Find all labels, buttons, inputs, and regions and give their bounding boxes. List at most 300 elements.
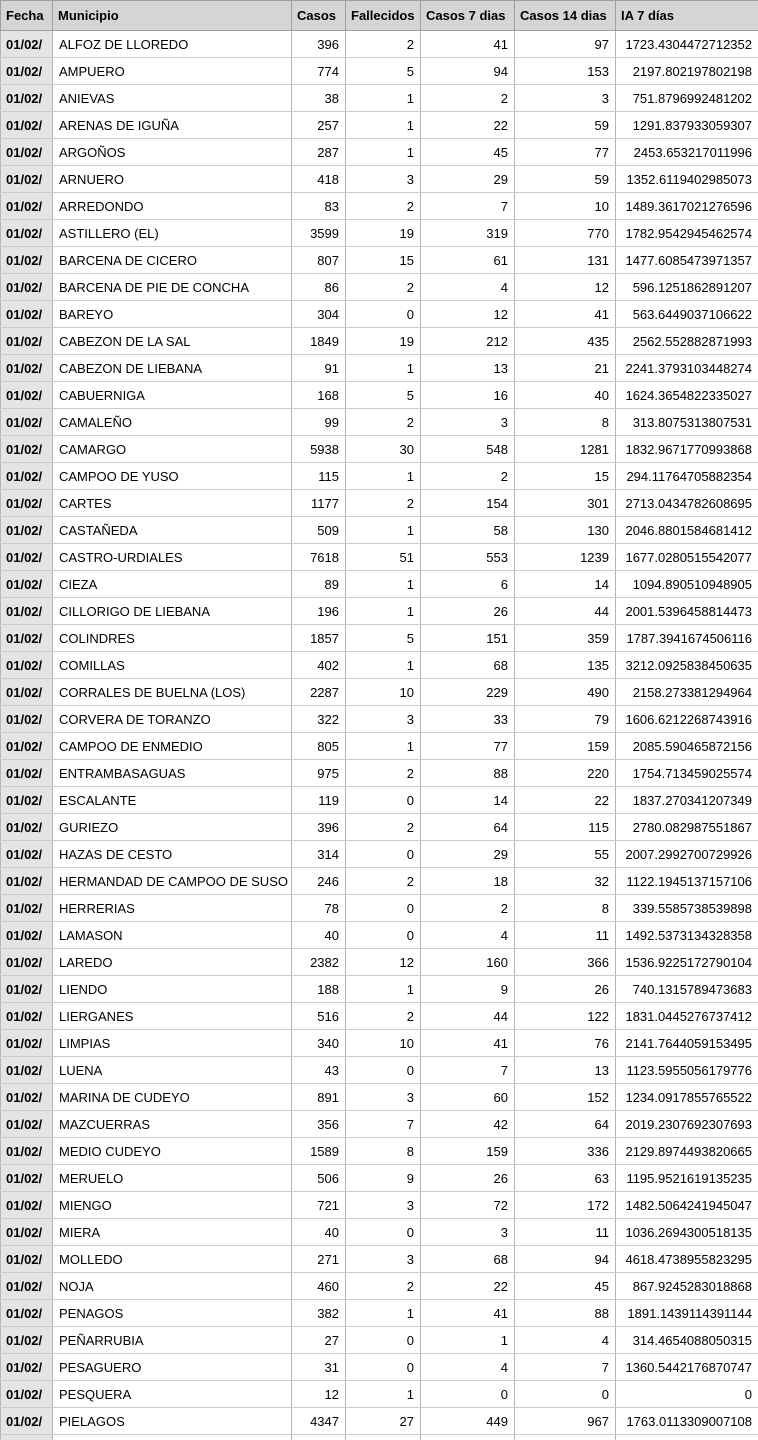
cell-casos14: 44 <box>515 598 616 625</box>
cell-municipio: LAMASON <box>53 922 292 949</box>
cell-municipio: MEDIO CUDEYO <box>53 1138 292 1165</box>
cell-ia7: 2713.0434782608695 <box>616 490 758 517</box>
table-row <box>1 1030 758 1057</box>
cell-ia7: 2007.2992700729926 <box>616 841 758 868</box>
cell-fallecidos: 1 <box>346 517 421 544</box>
cell-fallecidos: 1 <box>346 355 421 382</box>
cell-ia7: 2141.7644059153495 <box>616 1030 758 1057</box>
cell-fecha: 01/02/ <box>1 1408 53 1435</box>
cell-municipio: CASTRO-URDIALES <box>53 544 292 571</box>
cell-casos7: 2 <box>421 85 515 112</box>
column-header-fecha: Fecha <box>1 1 53 31</box>
cell-fallecidos: 0 <box>346 1219 421 1246</box>
cell-casos14: 1239 <box>515 544 616 571</box>
cell-casos7: 4 <box>421 1354 515 1381</box>
table-row <box>1 58 758 85</box>
cell-municipio: MARINA DE CUDEYO <box>53 1084 292 1111</box>
cell-casos: 509 <box>292 517 346 544</box>
cell-casos14: 131 <box>515 247 616 274</box>
cell-fecha: 01/02/ <box>1 31 53 58</box>
cell-casos14: 0 <box>515 1381 616 1408</box>
cell-fecha: 01/02/ <box>1 733 53 760</box>
table-row <box>1 625 758 652</box>
cell-municipio: ENTRAMBASAGUAS <box>53 760 292 787</box>
cell-fecha: 01/02/ <box>1 220 53 247</box>
cell-fecha: 01/02/ <box>1 274 53 301</box>
cell-fallecidos: 15 <box>346 247 421 274</box>
table-row <box>1 1192 758 1219</box>
cell-casos14: 152 <box>515 1084 616 1111</box>
cell-casos: 322 <box>292 706 346 733</box>
cell-casos: 246 <box>292 868 346 895</box>
table-row <box>1 1165 758 1192</box>
cell-casos7: 14 <box>421 787 515 814</box>
table-row <box>1 598 758 625</box>
table-row <box>1 544 758 571</box>
cell-municipio <box>53 1435 292 1440</box>
cell-casos14: 172 <box>515 1192 616 1219</box>
cell-casos7: 29 <box>421 841 515 868</box>
cell-casos: 418 <box>292 166 346 193</box>
cell-fecha <box>1 1435 53 1440</box>
cell-casos: 396 <box>292 31 346 58</box>
cell-ia7: 1891.1439114391144 <box>616 1300 758 1327</box>
cell-municipio: PESAGUERO <box>53 1354 292 1381</box>
cell-ia7: 1122.1945137157106 <box>616 868 758 895</box>
cell-casos14: 76 <box>515 1030 616 1057</box>
cell-casos: 196 <box>292 598 346 625</box>
cell-casos7: 18 <box>421 868 515 895</box>
cell-ia7: 4618.4738955823295 <box>616 1246 758 1273</box>
cell-casos14: 770 <box>515 220 616 247</box>
cell-fallecidos: 5 <box>346 625 421 652</box>
cell-casos14: 8 <box>515 895 616 922</box>
table-row <box>1 1111 758 1138</box>
cell-fallecidos: 3 <box>346 706 421 733</box>
table-row <box>1 328 758 355</box>
table-row <box>1 1246 758 1273</box>
cell-casos: 119 <box>292 787 346 814</box>
cell-ia7: 1754.713459025574 <box>616 760 758 787</box>
cell-casos7: 42 <box>421 1111 515 1138</box>
cell-fecha: 01/02/ <box>1 490 53 517</box>
cell-casos7: 33 <box>421 706 515 733</box>
cell-municipio: HERMANDAD DE CAMPOO DE SUSO <box>53 868 292 895</box>
table-row <box>1 1084 758 1111</box>
cell-casos: 257 <box>292 112 346 139</box>
cell-casos: 340 <box>292 1030 346 1057</box>
table-row <box>1 652 758 679</box>
table-row <box>1 85 758 112</box>
table-row <box>1 760 758 787</box>
cell-ia7: 2241.3793103448274 <box>616 355 758 382</box>
cell-casos14: 45 <box>515 1273 616 1300</box>
cell-ia7: 1763.0113309007108 <box>616 1408 758 1435</box>
cell-fallecidos: 5 <box>346 382 421 409</box>
cell-municipio: CORVERA DE TORANZO <box>53 706 292 733</box>
cell-casos: 396 <box>292 814 346 841</box>
table-row <box>1 1300 758 1327</box>
cell-casos7: 154 <box>421 490 515 517</box>
cell-ia7: 2562.552882871993 <box>616 328 758 355</box>
cell-casos7: 64 <box>421 814 515 841</box>
cell-casos7: 44 <box>421 1003 515 1030</box>
cell-municipio: COMILLAS <box>53 652 292 679</box>
cell-ia7: 1787.3941674506116 <box>616 625 758 652</box>
cell-municipio: CAMALEÑO <box>53 409 292 436</box>
cell-casos: 516 <box>292 1003 346 1030</box>
cell-fecha: 01/02/ <box>1 1192 53 1219</box>
cell-fecha: 01/02/ <box>1 1030 53 1057</box>
cell-casos: 304 <box>292 301 346 328</box>
cell-casos7: 159 <box>421 1138 515 1165</box>
cell-fecha: 01/02/ <box>1 949 53 976</box>
cell-ia7 <box>616 1435 758 1440</box>
cell-casos: 38 <box>292 85 346 112</box>
cell-casos: 188 <box>292 976 346 1003</box>
cell-casos7: 4 <box>421 922 515 949</box>
cell-casos14: 21 <box>515 355 616 382</box>
cell-fallecidos: 10 <box>346 679 421 706</box>
cell-fallecidos: 1 <box>346 1381 421 1408</box>
cell-fallecidos: 1 <box>346 571 421 598</box>
cell-fecha: 01/02/ <box>1 1057 53 1084</box>
cell-ia7: 1489.3617021276596 <box>616 193 758 220</box>
cell-fallecidos: 2 <box>346 31 421 58</box>
cell-casos7: 9 <box>421 976 515 1003</box>
cell-ia7: 1492.5373134328358 <box>616 922 758 949</box>
cell-casos7: 41 <box>421 1300 515 1327</box>
table-row <box>1 382 758 409</box>
cell-fallecidos: 2 <box>346 1003 421 1030</box>
cell-casos: 5938 <box>292 436 346 463</box>
cell-fecha: 01/02/ <box>1 1111 53 1138</box>
cell-casos14: 94 <box>515 1246 616 1273</box>
table-row <box>1 1327 758 1354</box>
cell-casos: 506 <box>292 1165 346 1192</box>
cell-ia7: 1036.2694300518135 <box>616 1219 758 1246</box>
cell-fecha: 01/02/ <box>1 571 53 598</box>
cell-casos7: 72 <box>421 1192 515 1219</box>
cell-ia7: 2780.082987551867 <box>616 814 758 841</box>
cell-municipio: NOJA <box>53 1273 292 1300</box>
cell-casos7: 58 <box>421 517 515 544</box>
cell-municipio: CARTES <box>53 490 292 517</box>
cell-municipio: CAMPOO DE ENMEDIO <box>53 733 292 760</box>
cell-fecha: 01/02/ <box>1 1381 53 1408</box>
cell-ia7: 314.4654088050315 <box>616 1327 758 1354</box>
cell-casos7: 160 <box>421 949 515 976</box>
cell-casos <box>292 1435 346 1440</box>
cell-casos14: 7 <box>515 1354 616 1381</box>
cell-ia7: 563.6449037106622 <box>616 301 758 328</box>
cell-casos7: 151 <box>421 625 515 652</box>
cell-casos14: 59 <box>515 166 616 193</box>
cell-municipio: CIEZA <box>53 571 292 598</box>
cell-fallecidos: 1 <box>346 463 421 490</box>
cell-fecha: 01/02/ <box>1 58 53 85</box>
cell-casos7: 88 <box>421 760 515 787</box>
cell-fecha: 01/02/ <box>1 922 53 949</box>
cell-fecha: 01/02/ <box>1 814 53 841</box>
table-row <box>1 220 758 247</box>
cell-municipio: COLINDRES <box>53 625 292 652</box>
table-row <box>1 1138 758 1165</box>
cell-casos: 975 <box>292 760 346 787</box>
cell-casos14: 32 <box>515 868 616 895</box>
cell-casos7: 68 <box>421 1246 515 1273</box>
cell-fallecidos: 1 <box>346 976 421 1003</box>
cell-fecha: 01/02/ <box>1 85 53 112</box>
table-row <box>1 274 758 301</box>
table-row <box>1 733 758 760</box>
cell-ia7: 1360.5442176870747 <box>616 1354 758 1381</box>
cell-fallecidos: 2 <box>346 760 421 787</box>
cell-casos14: 79 <box>515 706 616 733</box>
table-row <box>1 463 758 490</box>
cell-casos7: 60 <box>421 1084 515 1111</box>
cell-ia7: 1606.6212268743916 <box>616 706 758 733</box>
table-row <box>1 31 758 58</box>
cell-casos: 891 <box>292 1084 346 1111</box>
cell-fallecidos: 1 <box>346 733 421 760</box>
cell-casos14: 153 <box>515 58 616 85</box>
cell-municipio: CORRALES DE BUELNA (LOS) <box>53 679 292 706</box>
cell-casos14: 366 <box>515 949 616 976</box>
cell-casos14 <box>515 1435 616 1440</box>
cell-ia7: 2197.802197802198 <box>616 58 758 85</box>
cell-ia7: 1352.6119402985073 <box>616 166 758 193</box>
cell-municipio: HAZAS DE CESTO <box>53 841 292 868</box>
cell-fecha: 01/02/ <box>1 463 53 490</box>
cell-casos7: 548 <box>421 436 515 463</box>
cell-casos14: 967 <box>515 1408 616 1435</box>
cell-casos14: 63 <box>515 1165 616 1192</box>
cell-fecha: 01/02/ <box>1 598 53 625</box>
cell-fallecidos: 2 <box>346 490 421 517</box>
cell-casos: 402 <box>292 652 346 679</box>
cell-fecha: 01/02/ <box>1 679 53 706</box>
cell-fallecidos: 19 <box>346 328 421 355</box>
column-header-casos7: Casos 7 dias <box>421 1 515 31</box>
cell-fallecidos: 0 <box>346 1327 421 1354</box>
table-row <box>1 679 758 706</box>
cell-casos7: 26 <box>421 1165 515 1192</box>
cell-municipio: LUENA <box>53 1057 292 1084</box>
cell-casos14: 12 <box>515 274 616 301</box>
table-row <box>1 814 758 841</box>
cell-casos7: 449 <box>421 1408 515 1435</box>
cell-municipio: HERRERIAS <box>53 895 292 922</box>
cell-ia7: 1482.5064241945047 <box>616 1192 758 1219</box>
table-row <box>1 517 758 544</box>
cell-fecha: 01/02/ <box>1 1084 53 1111</box>
cell-casos7: 2 <box>421 895 515 922</box>
cell-fallecidos: 1 <box>346 598 421 625</box>
cell-casos: 1589 <box>292 1138 346 1165</box>
cell-casos: 12 <box>292 1381 346 1408</box>
cell-municipio: CABUERNIGA <box>53 382 292 409</box>
table-row <box>1 949 758 976</box>
cell-municipio: PIELAGOS <box>53 1408 292 1435</box>
column-header-ia7: IA 7 días <box>616 1 758 31</box>
cell-municipio: BARCENA DE CICERO <box>53 247 292 274</box>
cell-fallecidos: 0 <box>346 1057 421 1084</box>
cell-casos: 2287 <box>292 679 346 706</box>
cell-fallecidos: 2 <box>346 1273 421 1300</box>
cell-ia7: 1094.890510948905 <box>616 571 758 598</box>
cell-casos14: 11 <box>515 1219 616 1246</box>
column-header-municipio: Municipio <box>53 1 292 31</box>
cell-casos7: 7 <box>421 193 515 220</box>
cell-ia7: 1536.9225172790104 <box>616 949 758 976</box>
cell-casos7: 77 <box>421 733 515 760</box>
cell-fecha: 01/02/ <box>1 139 53 166</box>
table-row <box>1 301 758 328</box>
cell-municipio: CABEZON DE LA SAL <box>53 328 292 355</box>
cell-casos14: 301 <box>515 490 616 517</box>
cell-fallecidos: 1 <box>346 1300 421 1327</box>
cell-casos: 805 <box>292 733 346 760</box>
cell-fallecidos: 2 <box>346 409 421 436</box>
cell-casos14: 88 <box>515 1300 616 1327</box>
cell-municipio: LIMPIAS <box>53 1030 292 1057</box>
cell-municipio: CAMPOO DE YUSO <box>53 463 292 490</box>
cell-casos7: 12 <box>421 301 515 328</box>
table-row <box>1 1273 758 1300</box>
cell-ia7: 2046.8801584681412 <box>616 517 758 544</box>
table-row <box>1 139 758 166</box>
cell-fecha: 01/02/ <box>1 841 53 868</box>
cell-fallecidos: 5 <box>346 58 421 85</box>
cell-fecha: 01/02/ <box>1 976 53 1003</box>
cell-fecha: 01/02/ <box>1 1138 53 1165</box>
cell-casos: 99 <box>292 409 346 436</box>
cell-fallecidos: 2 <box>346 193 421 220</box>
cell-casos7: 26 <box>421 598 515 625</box>
table-row <box>1 868 758 895</box>
cell-fallecidos: 0 <box>346 787 421 814</box>
cell-fecha: 01/02/ <box>1 112 53 139</box>
cell-fecha: 01/02/ <box>1 166 53 193</box>
cell-fecha: 01/02/ <box>1 1300 53 1327</box>
cell-casos7: 2 <box>421 463 515 490</box>
cell-casos14: 1281 <box>515 436 616 463</box>
cell-ia7: 1477.6085473971357 <box>616 247 758 274</box>
cell-fecha: 01/02/ <box>1 517 53 544</box>
cell-ia7: 867.9245283018868 <box>616 1273 758 1300</box>
cell-fallecidos: 27 <box>346 1408 421 1435</box>
cell-municipio: ESCALANTE <box>53 787 292 814</box>
cell-ia7: 2019.2307692307693 <box>616 1111 758 1138</box>
cell-fecha: 01/02/ <box>1 328 53 355</box>
cell-ia7: 2453.653217011996 <box>616 139 758 166</box>
cell-casos: 89 <box>292 571 346 598</box>
cell-municipio: MIERA <box>53 1219 292 1246</box>
cell-fecha: 01/02/ <box>1 1246 53 1273</box>
cell-municipio: ARREDONDO <box>53 193 292 220</box>
cell-casos7: 13 <box>421 355 515 382</box>
cell-municipio: PENAGOS <box>53 1300 292 1327</box>
cell-fallecidos: 2 <box>346 814 421 841</box>
cell-casos14: 3 <box>515 85 616 112</box>
cell-casos14: 22 <box>515 787 616 814</box>
cell-fallecidos: 3 <box>346 1084 421 1111</box>
cell-municipio: AMPUERO <box>53 58 292 85</box>
table-row <box>1 1435 758 1440</box>
cell-casos7: 94 <box>421 58 515 85</box>
cell-casos14: 490 <box>515 679 616 706</box>
table-row <box>1 409 758 436</box>
cell-fallecidos: 30 <box>346 436 421 463</box>
table-row <box>1 1219 758 1246</box>
cell-casos: 271 <box>292 1246 346 1273</box>
cell-ia7: 1831.0445276737412 <box>616 1003 758 1030</box>
cell-casos: 287 <box>292 139 346 166</box>
cell-casos: 774 <box>292 58 346 85</box>
cell-ia7: 1723.4304472712352 <box>616 31 758 58</box>
table-row <box>1 706 758 733</box>
cell-casos14: 4 <box>515 1327 616 1354</box>
cell-casos: 382 <box>292 1300 346 1327</box>
cell-fecha: 01/02/ <box>1 625 53 652</box>
cell-municipio: BAREYO <box>53 301 292 328</box>
cell-casos14: 122 <box>515 1003 616 1030</box>
cell-ia7: 1837.270341207349 <box>616 787 758 814</box>
table-row <box>1 787 758 814</box>
cell-fallecidos: 2 <box>346 868 421 895</box>
cell-casos: 314 <box>292 841 346 868</box>
cell-casos14: 359 <box>515 625 616 652</box>
cell-casos7: 45 <box>421 139 515 166</box>
cell-casos7: 22 <box>421 1273 515 1300</box>
cell-casos7: 212 <box>421 328 515 355</box>
cell-casos: 3599 <box>292 220 346 247</box>
table-row <box>1 1057 758 1084</box>
cell-fecha: 01/02/ <box>1 1273 53 1300</box>
cell-fecha: 01/02/ <box>1 652 53 679</box>
cell-ia7: 2085.590465872156 <box>616 733 758 760</box>
cell-casos14: 26 <box>515 976 616 1003</box>
cell-fallecidos: 51 <box>346 544 421 571</box>
cell-ia7: 0 <box>616 1381 758 1408</box>
cell-municipio: CASTAÑEDA <box>53 517 292 544</box>
cell-fecha: 01/02/ <box>1 544 53 571</box>
cell-fecha: 01/02/ <box>1 895 53 922</box>
cell-casos14: 40 <box>515 382 616 409</box>
cell-municipio: ARGOÑOS <box>53 139 292 166</box>
cell-casos: 27 <box>292 1327 346 1354</box>
cell-casos: 4347 <box>292 1408 346 1435</box>
cell-casos: 1177 <box>292 490 346 517</box>
cell-casos7: 0 <box>421 1381 515 1408</box>
cell-municipio: GURIEZO <box>53 814 292 841</box>
cell-casos14: 336 <box>515 1138 616 1165</box>
cell-fallecidos: 9 <box>346 1165 421 1192</box>
cell-fecha: 01/02/ <box>1 301 53 328</box>
column-header-fallecidos: Fallecidos <box>346 1 421 31</box>
cell-casos7 <box>421 1435 515 1440</box>
cell-casos: 115 <box>292 463 346 490</box>
cell-fallecidos: 1 <box>346 139 421 166</box>
cell-casos: 83 <box>292 193 346 220</box>
cell-fecha: 01/02/ <box>1 436 53 463</box>
cell-municipio: ARNUERO <box>53 166 292 193</box>
cell-casos14: 14 <box>515 571 616 598</box>
cell-casos: 40 <box>292 922 346 949</box>
cell-fallecidos: 0 <box>346 922 421 949</box>
cell-casos7: 41 <box>421 1030 515 1057</box>
